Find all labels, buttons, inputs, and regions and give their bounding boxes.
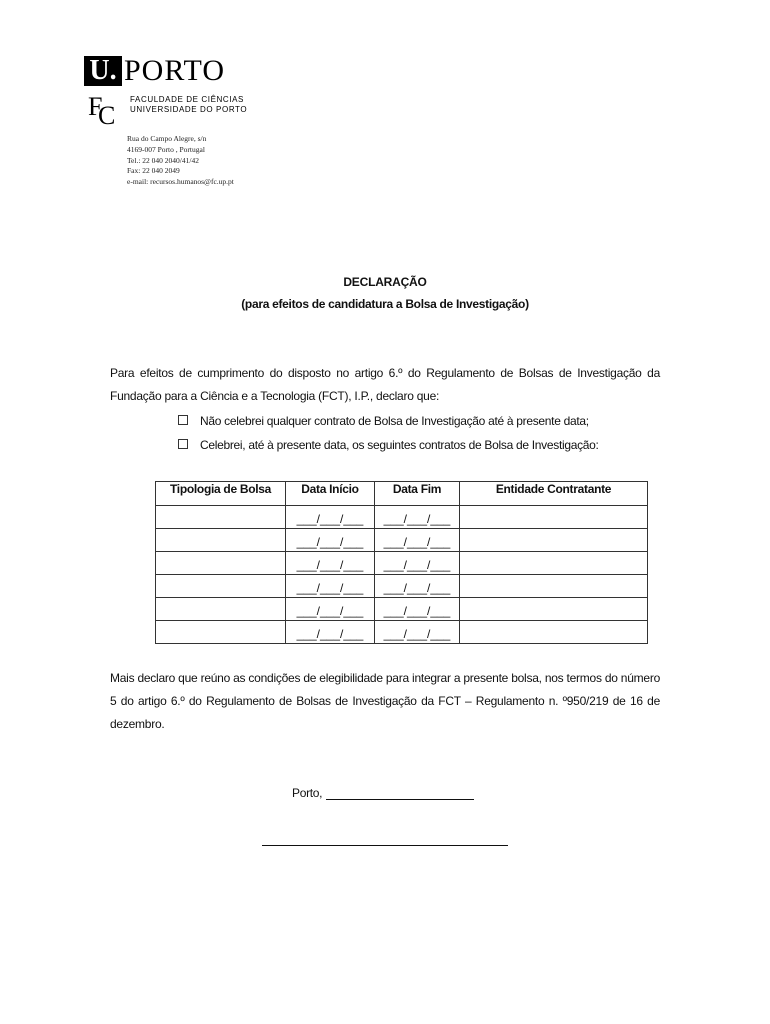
cell-data-inicio[interactable]: [286, 621, 375, 644]
declaration-intro-paragraph: Para efeitos de cumprimento do disposto no artigo 6.º do Regulamento de Bolsas de Investigação da Fundação para a Ciência e a Tecnologia (FCT), I.P., declaro que:: [110, 366, 660, 403]
cell-data-fim[interactable]: [375, 552, 460, 575]
table-row: [156, 575, 648, 598]
grants-table: [155, 481, 648, 644]
cell-data-fim[interactable]: [375, 598, 460, 621]
cell-entidade[interactable]: [460, 552, 648, 575]
cell-data-inicio[interactable]: [286, 506, 375, 529]
uporto-logo-porto: PORTO: [124, 54, 226, 87]
header-data-inicio: Data Início: [286, 482, 375, 506]
table-row: [156, 506, 648, 529]
table-row: [156, 598, 648, 621]
cell-data-fim[interactable]: [375, 529, 460, 552]
uporto-logo-u: U.: [84, 56, 122, 86]
date-placeholder: ___/___/___: [296, 558, 364, 572]
table-row: [156, 529, 648, 552]
cell-entidade[interactable]: [460, 529, 648, 552]
eligibility-paragraph: Mais declaro que reúno as condições de elegibilidade para integrar a presente bolsa, nos termos do número 5 do artigo 6.º do Regulamento de Bolsas de Investigação da FCT – Regulamento n. º950/219 de 16 de dezembro.: [110, 671, 660, 731]
address-email: e-mail: recursos.humanos@fc.up.pt: [127, 177, 234, 187]
date-placeholder: ___/___/___: [296, 627, 364, 641]
city-label: Porto,: [292, 786, 323, 800]
date-placeholder: ___/___/___: [383, 604, 451, 618]
address-tel: Tel.: 22 040 2040/41/42: [127, 155, 199, 165]
cell-data-inicio[interactable]: [286, 598, 375, 621]
date-placeholder: ___/___/___: [383, 581, 451, 595]
cell-data-inicio[interactable]: [286, 552, 375, 575]
date-placeholder: ___/___/___: [383, 512, 451, 526]
date-placeholder: ___/___/___: [296, 581, 364, 595]
cell-data-inicio[interactable]: [286, 575, 375, 598]
address-city: 4169-007 Porto , Portugal: [127, 144, 205, 154]
faculty-line-2: UNIVERSIDADE DO PORTO: [130, 105, 248, 114]
header-tipologia: Tipologia de Bolsa: [156, 482, 286, 506]
cell-entidade[interactable]: [460, 621, 648, 644]
date-placeholder: ___/___/___: [296, 604, 364, 618]
option-no-contract-label: Não celebrei qualquer contrato de Bolsa de Investigação até à presente data;: [200, 414, 589, 428]
checkbox-has-contracts[interactable]: [178, 439, 188, 449]
cell-data-fim[interactable]: [375, 621, 460, 644]
date-placeholder: ___/___/___: [383, 535, 451, 549]
cell-data-fim[interactable]: [375, 575, 460, 598]
faculty-name: [130, 95, 247, 115]
address-fax: Fax: 22 040 2049: [127, 166, 180, 176]
cell-tipologia[interactable]: [156, 552, 286, 575]
address-street: Rua do Campo Alegre, s/n: [127, 134, 207, 143]
faculty-line-1: FACULDADE DE CIÊNCIAS: [130, 95, 244, 104]
cell-tipologia[interactable]: [156, 575, 286, 598]
date-placeholder: ___/___/___: [296, 535, 364, 549]
header-data-fim: Data Fim: [375, 482, 460, 506]
date-placeholder: ___/___/___: [296, 512, 364, 526]
option-no-contract: [178, 413, 589, 429]
table-row: [156, 552, 648, 575]
fc-logo-icon: [88, 94, 122, 128]
checkbox-no-contract[interactable]: [178, 415, 188, 425]
cell-tipologia[interactable]: [156, 621, 286, 644]
document-title: DECLARAÇÃO: [343, 275, 427, 289]
option-has-contracts: [178, 437, 599, 453]
place-date-line: [292, 786, 474, 800]
header-entidade: Entidade Contratante: [460, 482, 648, 506]
fc-logo-f: F: [88, 92, 103, 121]
cell-data-inicio[interactable]: [286, 529, 375, 552]
table-row: [156, 621, 648, 644]
signature-line[interactable]: [262, 845, 508, 846]
cell-tipologia[interactable]: [156, 598, 286, 621]
cell-entidade[interactable]: [460, 506, 648, 529]
date-placeholder: ___/___/___: [383, 627, 451, 641]
cell-data-fim[interactable]: [375, 506, 460, 529]
fc-logo-c: C: [98, 101, 116, 130]
cell-tipologia[interactable]: [156, 506, 286, 529]
document-subtitle: (para efeitos de candidatura a Bolsa de Investigação): [241, 297, 529, 311]
option-has-contracts-label: Celebrei, até à presente data, os seguintes contratos de Bolsa de Investigação:: [200, 438, 599, 452]
address-block: [127, 134, 234, 188]
cell-entidade[interactable]: [460, 598, 648, 621]
cell-entidade[interactable]: [460, 575, 648, 598]
date-field[interactable]: [326, 786, 474, 800]
table-header-row: [156, 482, 648, 506]
date-placeholder: ___/___/___: [383, 558, 451, 572]
cell-tipologia[interactable]: [156, 529, 286, 552]
